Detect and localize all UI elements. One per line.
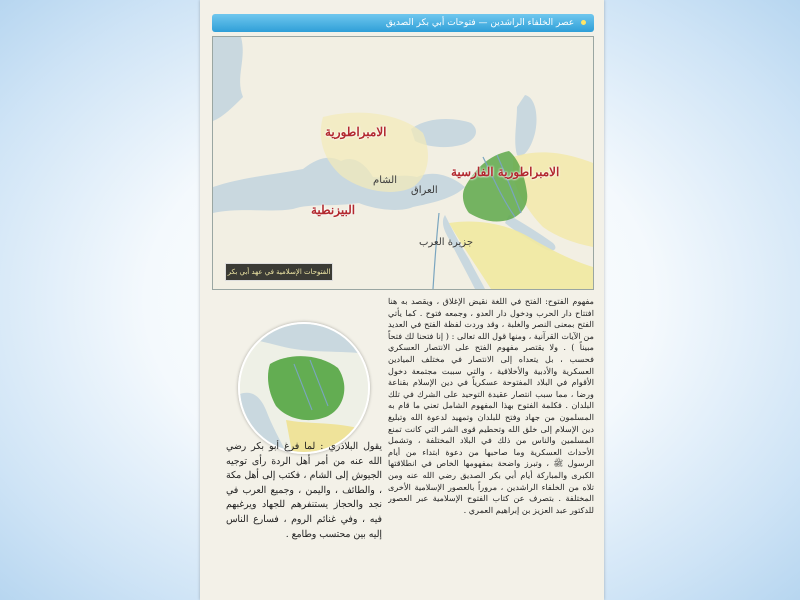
map-caption: الفتوحات الإسلامية في عهد أبي بكر [225, 263, 333, 281]
label-byzantine-bottom: البيزنطية [311, 203, 356, 217]
book-page [200, 0, 604, 600]
article-section [212, 296, 594, 586]
label-iraq: العراق [411, 185, 438, 196]
chapter-title: عصر الخلفاء الراشدين — فتوحات أبي بكر الصديق [385, 18, 575, 28]
article-right-column: مفهوم الفتوح: الفتح في اللغة نقيض الإغلاق ، ويقصد به هنا افتتاح دار الحرب ودخول دار العدو ، وجمعه فتوح . كما يأتي الفتح بمعنى النصر والغلبة ، وقد وردت لفظة الفتح في العديد من الآيات القرآنية ، ومنها قول الله تعالى : ( إنا فتحنا لك فتحاً مبيناً ) . ولا يقتصر مفهوم الفتح على الانتصار العسكري فحسب ، بل يتعداه إلى الانتصار في مختلف الميادين العسكرية والأدبية والأخلاقية ، والتي سببت مجتمعة دخول الأقوام في البلاد المفتوحة عسكرياً في دين الإسلام بقناعة ورضا ، مما سبب انتصار عقيدة التوحيد على الشرك في تلك البلدان . فكلمة الفتوح بهذا المفهوم الشامل تعني ما قام به المسلمون من جهاد وفتح للبلدان وتمهيد لدعوة الله وتبليغ دين الإسلام إلى خلق الله وتحطيم قوى الشر التي كانت تمنع المسلمين والناس من ذلك في البلاد المختلفة ، وتشمل الأحداث العسكرية وما صاحبها من دعوة ابتداء من أيام الرسول ﷺ ، وتبرز واضحة بمفهومها الخاص في انطلاقتها الكبرى والمباركة أيام أبي بكر الصديق رضي الله عنه ومن تلاه من الخلفاء الراشدين ، مروراً بالعصور الإسلامية الأخرى المختلفة . بتصرف عن كتاب الفتوح الإسلامية عبر العصور للدكتور عبد العزيز بن إبراهيم العمري . [388, 296, 594, 515]
label-sham: الشام [373, 175, 397, 186]
label-arabia: جزيرة العرب [419, 237, 473, 248]
chapter-banner [212, 14, 594, 32]
map-figure [212, 36, 594, 290]
zoom-map-circle [238, 322, 370, 454]
bullet-icon [581, 20, 586, 25]
label-persian: الامبراطورية الفارسية [451, 165, 560, 179]
article-left-column: يقول البلاذري : لما فرغ أبو بكر رضي الله عنه من أمر أهل الردة رأى توجيه الجيوش إلى الشام ، فكتب إلى أهل مكة ، والطائف ، واليمن ، وجميع العرب في نجد والحجاز يستنفرهم للجهاد ويرغبهم فيه ، وفي غنائم الروم ، فسارع الناس إليه بين محتسب وطامع . [226, 441, 382, 540]
label-byzantine-top: الامبراطورية [325, 125, 387, 139]
map-svg [213, 37, 593, 289]
zoom-map-svg [240, 324, 368, 452]
